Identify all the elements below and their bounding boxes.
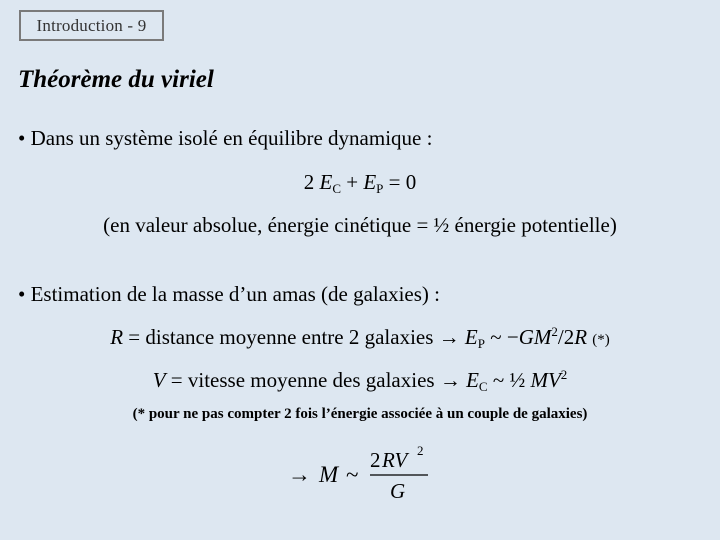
result-lhs: M bbox=[319, 462, 339, 487]
result-num-coef: 2 bbox=[370, 448, 381, 472]
footnote: (* pour ne pas compter 2 fois l’énergie associée à un couple de galaxies) bbox=[132, 406, 588, 422]
result-arrow: → bbox=[288, 462, 311, 487]
result-num-var: RV bbox=[382, 448, 408, 472]
result-den: G bbox=[390, 479, 406, 503]
bullet-equilibrium: • Dans un système isolé en équilibre dynamique : bbox=[18, 126, 433, 150]
kinetic-energy-line: V = vitesse moyenne des galaxies → $E_C$ ~ ½ $MV^2$ bbox=[152, 367, 568, 394]
virial-equation: 2 $E_C + E_P = 0$ bbox=[303, 170, 417, 196]
result-approx: ~ bbox=[346, 462, 359, 487]
page-title: Théorème du viriel bbox=[18, 66, 214, 93]
potential-energy-line: R = distance moyenne entre 2 galaxies → $E_P$ ~ $-GM^2/2R$ (*) bbox=[110, 324, 610, 351]
mass-formula bbox=[286, 444, 446, 513]
mass-formula-svg bbox=[286, 444, 446, 508]
result-num-sup: 2 bbox=[417, 444, 424, 458]
slide-section-label: Introduction - 9 bbox=[19, 10, 164, 41]
energy-note: (en valeur absolue, énergie cinétique = ½ énergie potentielle) bbox=[103, 213, 617, 237]
bullet-cluster-mass: • Estimation de la masse d’un amas (de galaxies) : bbox=[18, 282, 440, 306]
